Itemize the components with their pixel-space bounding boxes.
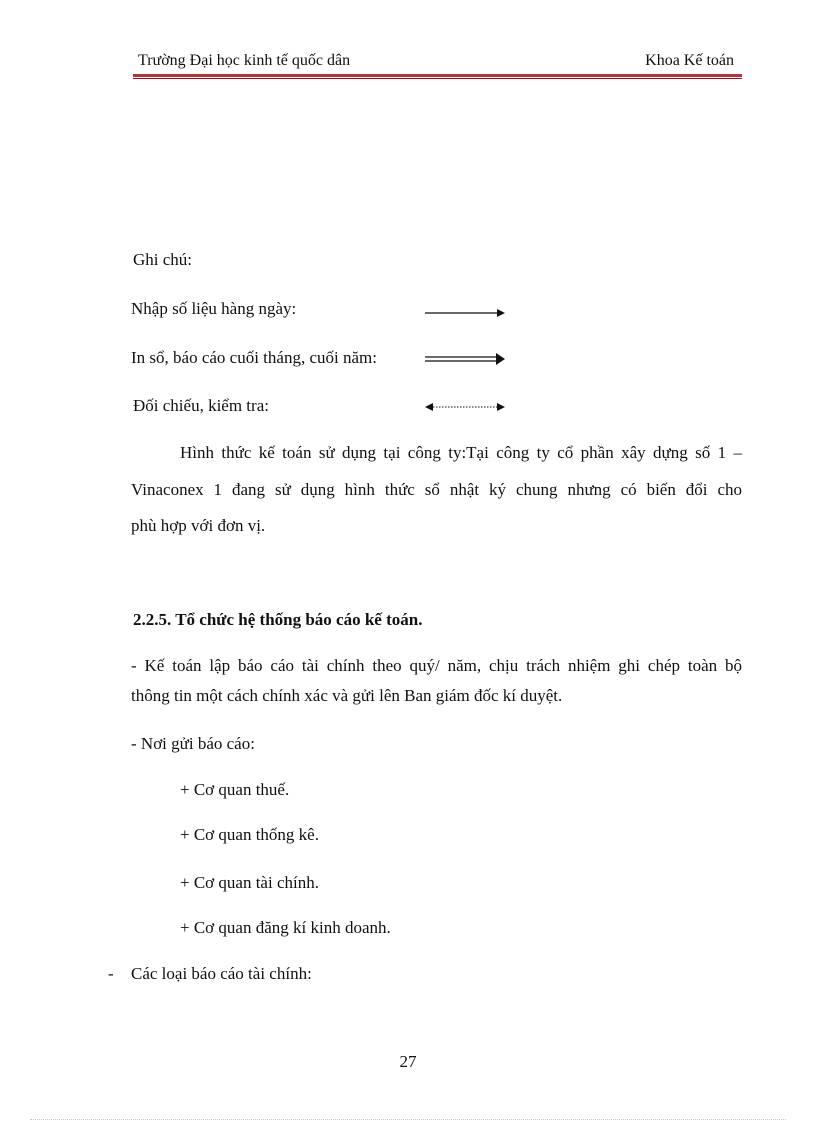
form-paragraph-line-1: Hình thức kế toán sử dụng tại công ty:Tại công ty cổ phần xây dựng số 1 –	[180, 443, 742, 462]
recipient-item: + Cơ quan thống kê.	[180, 825, 319, 844]
recipient-item: + Cơ quan thuế.	[180, 780, 290, 799]
duty-line-2: thông tin một cách chính xác và gửi lên Ban giám đốc kí duyệt.	[131, 686, 563, 705]
recipient-item: + Cơ quan đăng kí kinh doanh.	[180, 918, 391, 937]
page-bottom-border	[30, 1119, 786, 1120]
header-rule	[133, 74, 742, 77]
send-to-label: - Nơi gửi báo cáo:	[131, 734, 255, 753]
form-paragraph-line-3: phù hợp với đơn vị.	[131, 516, 266, 535]
double-arrow-icon	[425, 353, 505, 365]
page-header	[133, 52, 742, 76]
header-rule-thin	[133, 78, 742, 79]
header-faculty: Khoa Kế toán	[645, 52, 734, 69]
single-arrow-icon	[425, 307, 505, 319]
page-number: 27	[399, 1052, 417, 1071]
form-paragraph-line-2: Vinaconex 1 đang sử dụng hình thức sổ nhật ký chung nhưng có biến đổi cho	[131, 480, 742, 499]
legend-daily-input-label: Nhập số liệu hàng ngày:	[131, 299, 297, 318]
legend-period-print-label: In sổ, báo cáo cuối tháng, cuối năm:	[131, 348, 377, 367]
duty-line-1: - Kế toán lập báo cáo tài chính theo quý/ năm, chịu trách nhiệm ghi chép toàn bộ	[131, 656, 742, 675]
section-heading: 2.2.5. Tổ chức hệ thống báo cáo kế toán.	[133, 610, 423, 629]
report-types-label: Các loại báo cáo tài chính:	[131, 964, 312, 983]
recipient-item: + Cơ quan tài chính.	[180, 873, 319, 892]
header-university: Trường Đại học kinh tế quốc dân	[138, 52, 351, 69]
legend-title: Ghi chú:	[133, 250, 193, 269]
list-bullet: -	[108, 964, 114, 983]
dotted-bidirectional-arrow-icon	[425, 401, 505, 413]
legend-reconcile-label: Đối chiếu, kiểm tra:	[133, 396, 269, 415]
